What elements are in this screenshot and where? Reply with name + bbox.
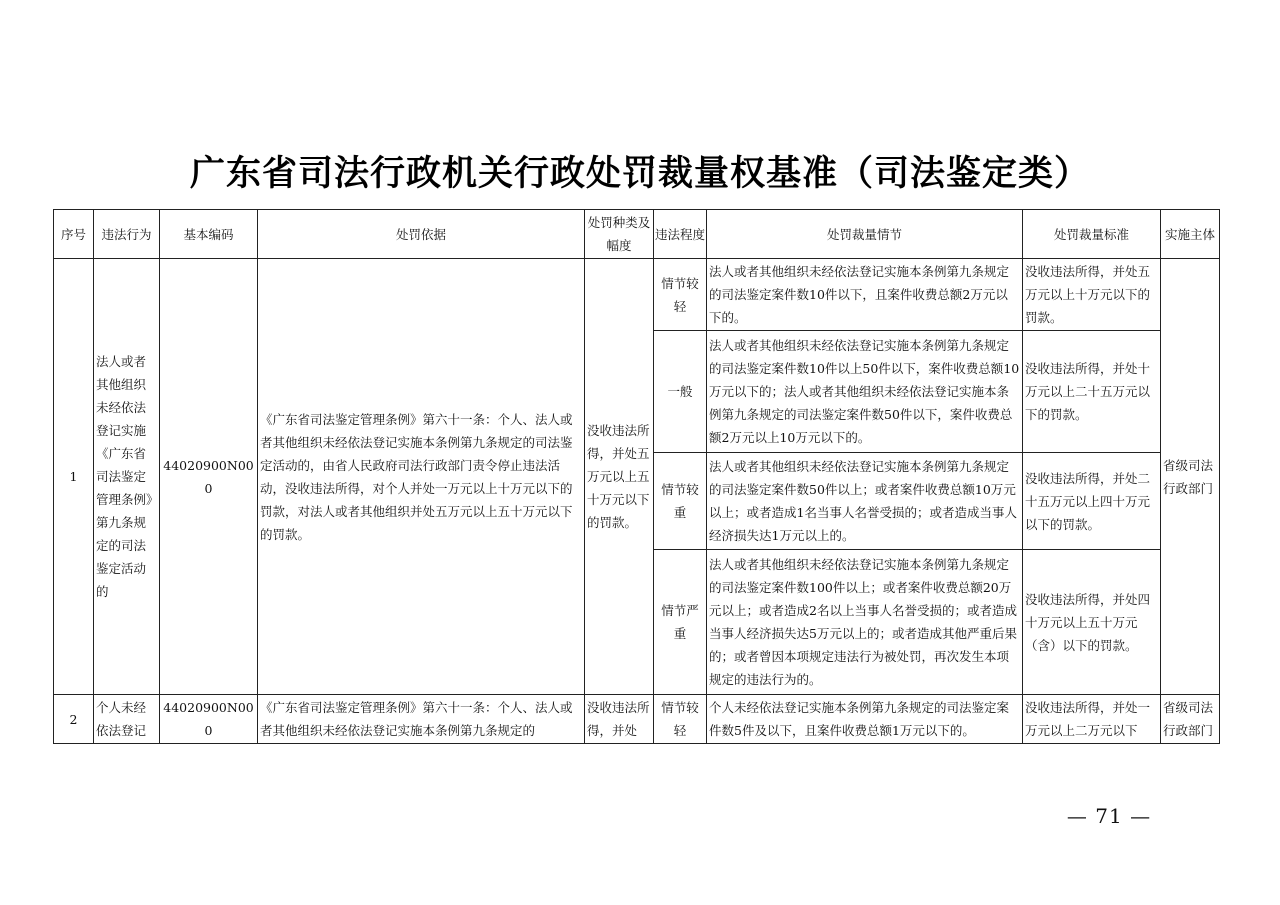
row2-standard-cell bbox=[1023, 695, 1161, 744]
row2-type: 没收违法所得，并处 bbox=[587, 700, 650, 738]
row2-circumstance: 个人未经依法登记实施本条例第九条规定的司法鉴定案件数5件及以下，且案件收费总额1万元以下的。 bbox=[709, 700, 1010, 738]
row1-level2-circumstance: 法人或者其他组织未经依法登记实施本条例第九条规定的司法鉴定案件数10件以上50件以下，案件收费总额10万元以下的；法人或者其他组织未经依法登记实施本条例第九条规定的司法鉴定案件数50件以下，案件收费总额2万元以上10万元以下的。 bbox=[707, 331, 1023, 453]
row2-basis-cell bbox=[258, 695, 585, 744]
row1-level4-degree: 情节严重 bbox=[654, 550, 707, 695]
row1-act: 法人或者其他组织未经依法登记实施《广东省司法鉴定管理条例》第九条规定的司法鉴定活动的 bbox=[94, 259, 160, 695]
row1-level2-standard: 没收违法所得，并处十万元以上二十五万元以下的罚款。 bbox=[1023, 331, 1161, 453]
row2-circumstance-cell bbox=[707, 695, 1023, 744]
table-header-row bbox=[54, 210, 1220, 259]
row2-no: 2 bbox=[54, 695, 94, 744]
row1-no: 1 bbox=[54, 259, 94, 695]
row1-level3-circumstance: 法人或者其他组织未经依法登记实施本条例第九条规定的司法鉴定案件数50件以上；或者案件收费总额10万元以上；或者造成1名当事人名誉受损的；或者造成当事人经济损失达1万元以上的。 bbox=[707, 453, 1023, 550]
row1-level4-standard: 没收违法所得，并处四十万元以上五十万元（含）以下的罚款。 bbox=[1023, 550, 1161, 695]
row1-level1-degree: 情节较轻 bbox=[654, 259, 707, 331]
row1-level3-degree: 情节较重 bbox=[654, 453, 707, 550]
header-standard: 处罚裁量标准 bbox=[1023, 210, 1161, 259]
row2-degree: 情节较轻 bbox=[654, 695, 707, 744]
row1-code: 44020900N000 bbox=[160, 259, 258, 695]
row1-level4-circumstance: 法人或者其他组织未经依法登记实施本条例第九条规定的司法鉴定案件数100件以上；或者案件收费总额20万元以上；或者造成2名以上当事人名誉受损的；或者造成当事人经济损失达5万元以上的；或者造成其他严重后果的；或者曾因本项规定违法行为被处罚，再次发生本项规定的违法行为的。 bbox=[707, 550, 1023, 695]
table-row bbox=[54, 695, 1220, 744]
header-basis: 处罚依据 bbox=[258, 210, 585, 259]
row2-act-cell bbox=[94, 695, 160, 744]
header-no: 序号 bbox=[54, 210, 94, 259]
page-number: — 71 — bbox=[1066, 804, 1152, 828]
header-type: 处罚种类及幅度 bbox=[585, 210, 654, 259]
document-title: 广东省司法行政机关行政处罚裁量权基准（司法鉴定类） bbox=[189, 154, 1090, 194]
row1-level2-degree: 一般 bbox=[654, 331, 707, 453]
row2-basis: 《广东省司法鉴定管理条例》第六十一条：个人、法人或者其他组织未经依法登记实施本条例第九条规定的 bbox=[260, 700, 573, 738]
row1-subject: 省级司法行政部门 bbox=[1161, 259, 1220, 695]
row1-level1-standard: 没收违法所得，并处五万元以上十万元以下的罚款。 bbox=[1023, 259, 1161, 331]
row1-type: 没收违法所得，并处五万元以上五十万元以下的罚款。 bbox=[585, 259, 654, 695]
header-act: 违法行为 bbox=[94, 210, 160, 259]
row2-standard: 没收违法所得，并处一万元以上二万元以下 bbox=[1025, 700, 1151, 738]
header-circumstance: 处罚裁量情节 bbox=[707, 210, 1023, 259]
row2-subject: 省级司法行政部门 bbox=[1163, 700, 1214, 738]
row2-code: 44020900N000 bbox=[160, 695, 258, 744]
row1-level3-standard: 没收违法所得，并处二十五万元以上四十万元以下的罚款。 bbox=[1023, 453, 1161, 550]
row2-act: 个人未经依法登记 bbox=[96, 700, 147, 738]
row2-type-cell bbox=[585, 695, 654, 744]
table-row bbox=[54, 259, 1220, 331]
row1-level1-circumstance: 法人或者其他组织未经依法登记实施本条例第九条规定的司法鉴定案件数10件以下，且案件收费总额2万元以下的。 bbox=[707, 259, 1023, 331]
row1-basis: 《广东省司法鉴定管理条例》第六十一条：个人、法人或者其他组织未经依法登记实施本条例第九条规定的司法鉴定活动的，由省人民政府司法行政部门责令停止违法活动，没收违法所得，对个人并处一万元以上十万元以下的罚款，对法人或者其他组织并处五万元以上五十万元以下的罚款。 bbox=[258, 259, 585, 695]
header-code: 基本编码 bbox=[160, 210, 258, 259]
penalty-standard-table bbox=[53, 209, 1220, 744]
header-subject: 实施主体 bbox=[1161, 210, 1220, 259]
header-degree: 违法程度 bbox=[654, 210, 707, 259]
row2-subject-cell bbox=[1161, 695, 1220, 744]
